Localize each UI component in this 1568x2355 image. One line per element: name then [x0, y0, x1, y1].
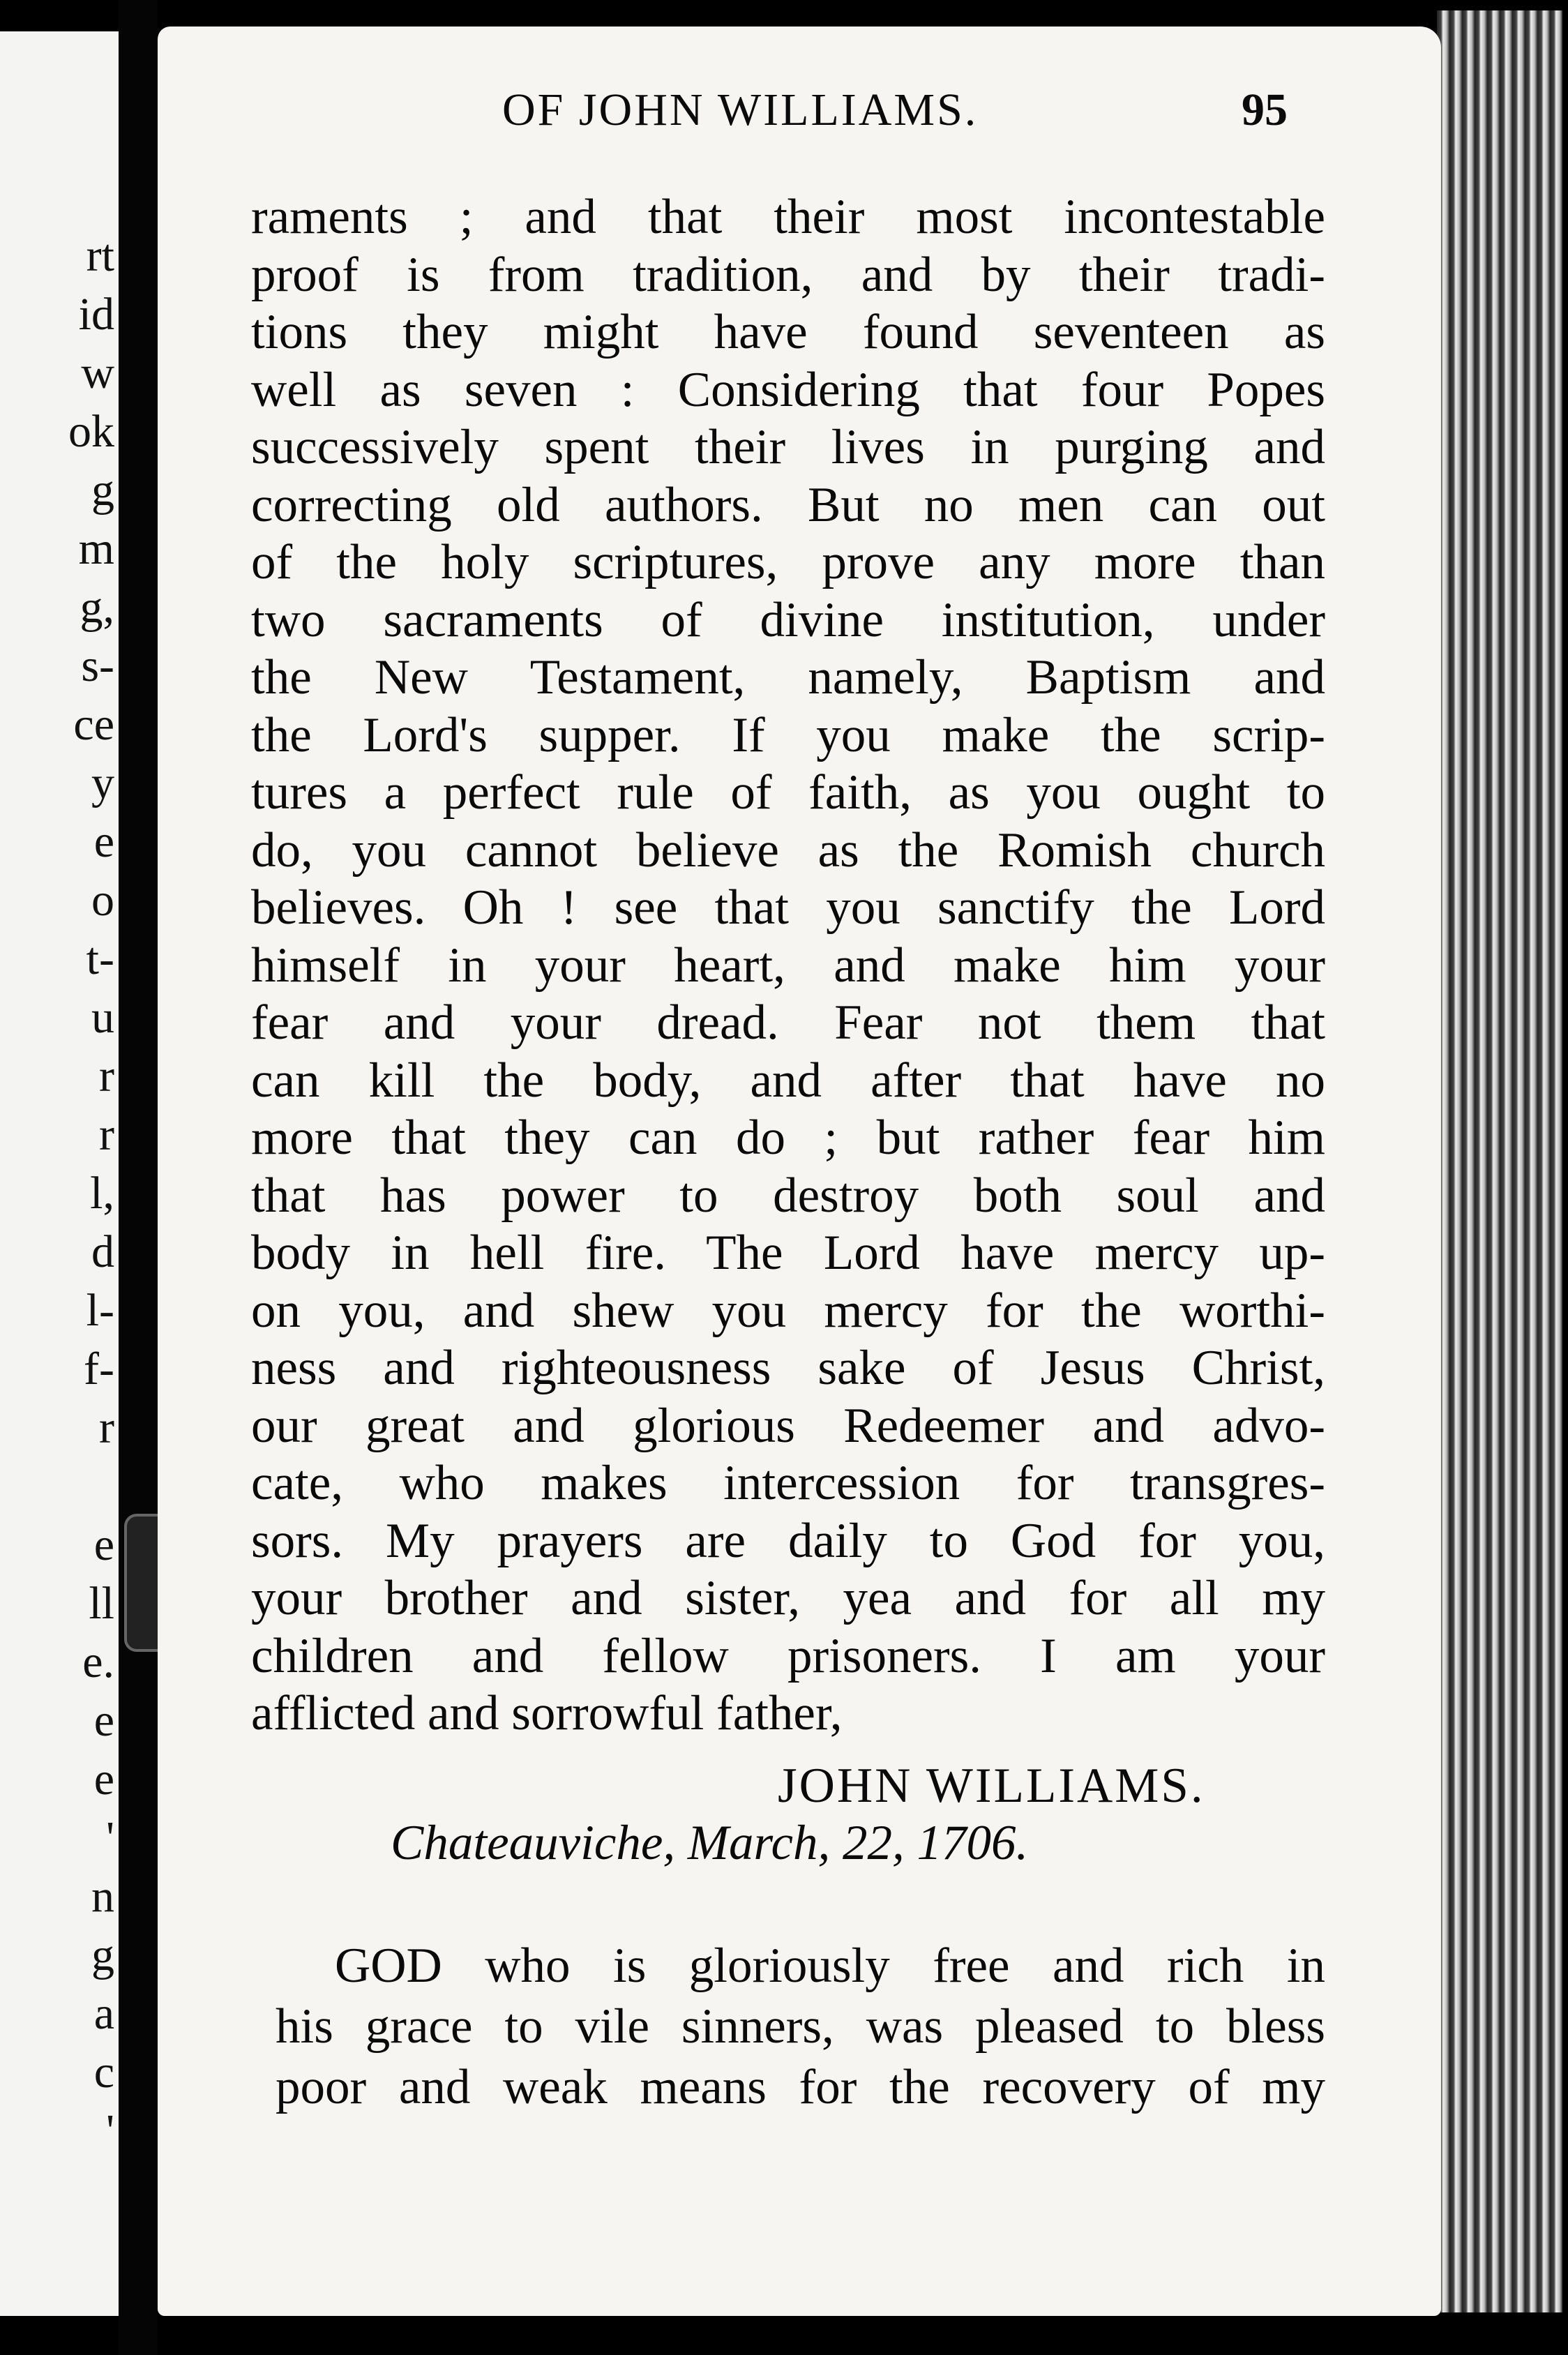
left-fragment: n [91, 1871, 114, 1922]
text-line: afflicted and sorrowful father, [251, 1686, 843, 1740]
text-line: poor and weak means for the recovery of my [276, 2060, 1325, 2114]
page-number: 95 [1242, 84, 1288, 135]
text-line: sors. My prayers are daily to God for you, [251, 1513, 1325, 1568]
text-line: proof is from tradition, and by their tradi- [251, 247, 1325, 302]
text-line: successively spent their lives in purging and [251, 420, 1325, 474]
left-fragment: e [93, 816, 114, 867]
left-fragment: t- [86, 933, 114, 984]
left-fragment: w [81, 347, 114, 398]
left-fragment: ll [89, 1578, 114, 1629]
signature: JOHN WILLIAMS. [778, 1759, 1205, 1813]
left-fragment: rt [86, 230, 114, 281]
text-line: can kill the body, and after that have no [251, 1053, 1325, 1108]
left-fragment: r [99, 1402, 114, 1453]
text-line: that has power to destroy both soul and [251, 1168, 1325, 1223]
text-line: your brother and sister, yea and for all my [251, 1571, 1325, 1625]
left-fragment: a [93, 1988, 114, 2039]
text-line: raments ; and that their most incontestable [251, 190, 1325, 244]
text-line: of the holy scriptures, prove any more than [251, 535, 1325, 589]
text-line: the New Testament, namely, Baptism and [251, 650, 1325, 705]
text-line: do, you cannot believe as the Romish church [251, 822, 1325, 878]
book-gutter [119, 0, 158, 2355]
left-fragment: m [78, 523, 114, 574]
left-fragment: u [91, 992, 114, 1043]
left-fragment: s- [81, 640, 114, 691]
text-line: fear and your dread. Fear not them that [251, 995, 1325, 1050]
following-paragraph [276, 1936, 1325, 2118]
text-line: body in hell fire. The Lord have mercy up- [251, 1226, 1325, 1280]
text-line: himself in your heart, and make him your [251, 938, 1325, 993]
text-line: tures a perfect rule of faith, as you ought to [251, 765, 1325, 820]
text-line: the Lord's supper. If you make the scrip- [251, 707, 1325, 762]
left-fragment: ' [106, 1812, 114, 1863]
text-line: well as seven : Considering that four Popes [251, 362, 1325, 417]
left-fragment: ' [106, 2105, 114, 2156]
text-line: correcting old authors. But no men can out [251, 477, 1325, 532]
left-fragment: l, [90, 1168, 114, 1219]
left-page-text-fragments [10, 227, 114, 2160]
text-line: believes. Oh ! see that you sanctify the Lord [251, 880, 1325, 935]
left-fragment: g [91, 465, 114, 516]
running-title: OF JOHN WILLIAMS. [502, 84, 979, 135]
left-fragment: ok [68, 406, 114, 457]
left-fragment: r [99, 1109, 114, 1160]
left-fragment: r [99, 1051, 114, 1101]
text-line: children and fellow prisoners. I am your [251, 1628, 1325, 1683]
text-line: our great and glorious Redeemer and advo- [251, 1398, 1325, 1453]
letter-body [251, 188, 1325, 1743]
left-fragment [10, 1457, 114, 1516]
left-page-edge [0, 31, 119, 2316]
left-fragment: c [93, 2047, 114, 2098]
text-line: tions they might have found seventeen as [251, 305, 1325, 359]
left-fragment: e [93, 1519, 114, 1570]
text-line: on you, and shew you mercy for the worthi- [251, 1283, 1325, 1338]
left-fragment: id [78, 289, 114, 340]
book-fore-edge [1437, 10, 1562, 2312]
left-fragment: l- [86, 1285, 114, 1336]
left-fragment: d [91, 1226, 114, 1277]
text-line: cate, who makes intercession for transgres- [251, 1456, 1325, 1510]
left-fragment: e [93, 1695, 114, 1746]
text-line: ness and righteousness sake of Jesus Christ, [251, 1341, 1325, 1395]
text-line: two sacraments of divine institution, under [251, 592, 1325, 647]
left-fragment: e. [82, 1637, 114, 1687]
left-fragment: o [91, 875, 114, 926]
text-line: GOD who is gloriously free and rich in [335, 1939, 1325, 1993]
left-fragment: f- [84, 1344, 114, 1394]
dateline: Chateauviche, March, 22, 1706. [391, 1816, 1029, 1870]
left-fragment: g [91, 1929, 114, 1980]
left-fragment: e [93, 1754, 114, 1805]
text-line: his grace to vile sinners, was pleased to bless [276, 1999, 1325, 2054]
left-fragment: y [91, 758, 114, 808]
text-line: more that they can do ; but rather fear him [251, 1111, 1325, 1165]
left-fragment: g, [80, 582, 114, 633]
running-head [209, 84, 1311, 153]
left-fragment: ce [73, 699, 114, 750]
